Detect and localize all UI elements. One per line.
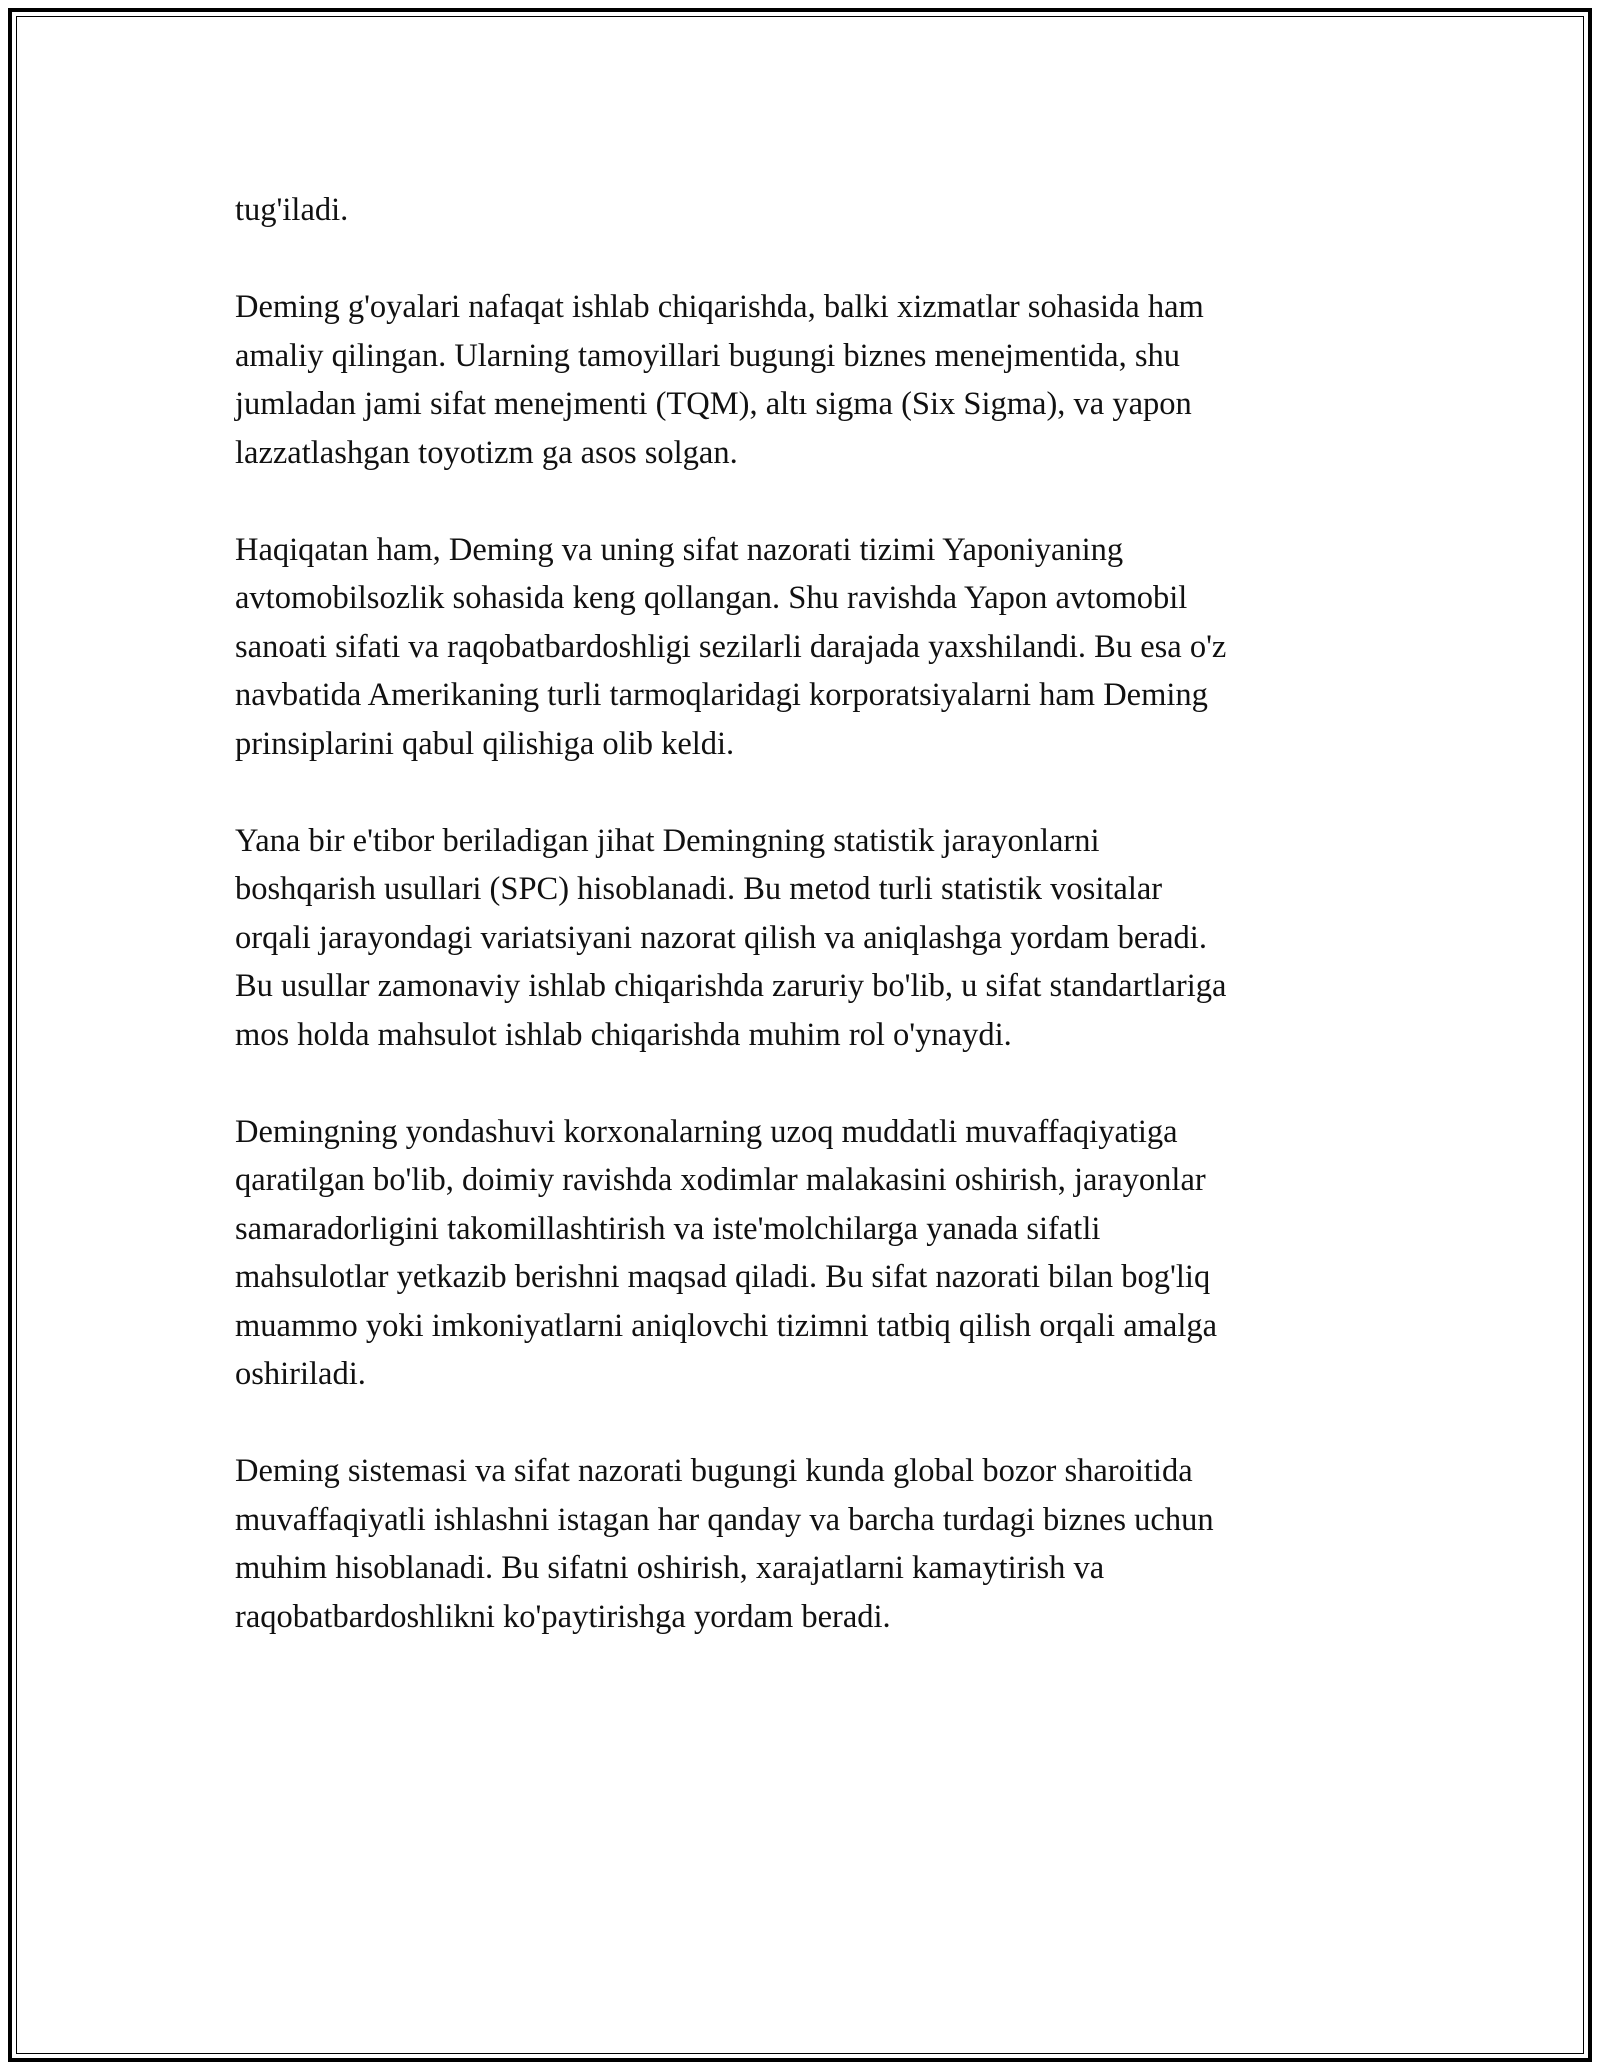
document-body xyxy=(235,186,1385,1690)
paragraph-long-term-success: Demingning yondashuvi korxonalarning uzoq muddatli muvaffaqiyatiga qaratilgan bo'lib, doimiy ravishda xodimlar malakasini oshirish, jarayonlar samaradorligini takomillashtirish va iste'molchilarga yanada sifatli mahsulotlar yetkazib berishni maqsad qiladi. Bu sifat nazorati bilan bog'liq muammo yoki imkoniyatlarni aniqlovchi tizimni tatbiq qilish orqali amalga oshiriladi. xyxy=(235,1113,1218,1392)
paragraph-japan-automotive: Haqiqatan ham, Deming va uning sifat nazorati tizimi Yaponiyaning avtomobilsozlik sohasida keng qollangan. Shu ravishda Yapon avtomobil sanoati sifati va raqobatbardoshligi sezilarli darajada yaxshilandi. Bu esa o'z navbatida Amerikaning turli tarmoqlaridagi korporatsiyalarni ham Deming prinsiplarini qabul qilishiga olib keldi. xyxy=(235,531,1227,762)
paragraph-global-market: Deming sistemasi va sifat nazorati bugungi kunda global bozor sharoitida muvaffaqiyatli ishlashni istagan har qanday va barcha turdagi biznes uchun muhim hisoblanadi. Bu sifatni oshirish, xarajatlarni kamaytirish va raqobatbardoshlikni ko'paytirishga yordam beradi. xyxy=(235,1453,1214,1635)
paragraph-continuation: tug'iladi. xyxy=(235,192,349,228)
paragraph-deming-ideas: Deming g'oyalari nafaqat ishlab chiqarishda, balki xizmatlar sohasida ham amaliy qilingan. Ularning tamoyillari bugungi biznes menejmentida, shu jumladan jami sifat menejmenti (TQM), altı sigma (Six Sigma), va yapon lazzatlashgan toyotizm ga asos solgan. xyxy=(235,289,1204,471)
paragraph-spc: Yana bir e'tibor beriladigan jihat Demingning statistik jarayonlarni boshqarish usullari (SPC) hisoblanadi. Bu metod turli statistik vositalar orqali jarayondagi variatsiyani nazorat qilish va aniqlashga yordam beradi. Bu usullar zamonaviy ishlab chiqarishda zaruriy bo'lib, u sifat standartlariga mos holda mahsulot ishlab chiqarishda muhim rol o'ynaydi. xyxy=(235,822,1227,1053)
